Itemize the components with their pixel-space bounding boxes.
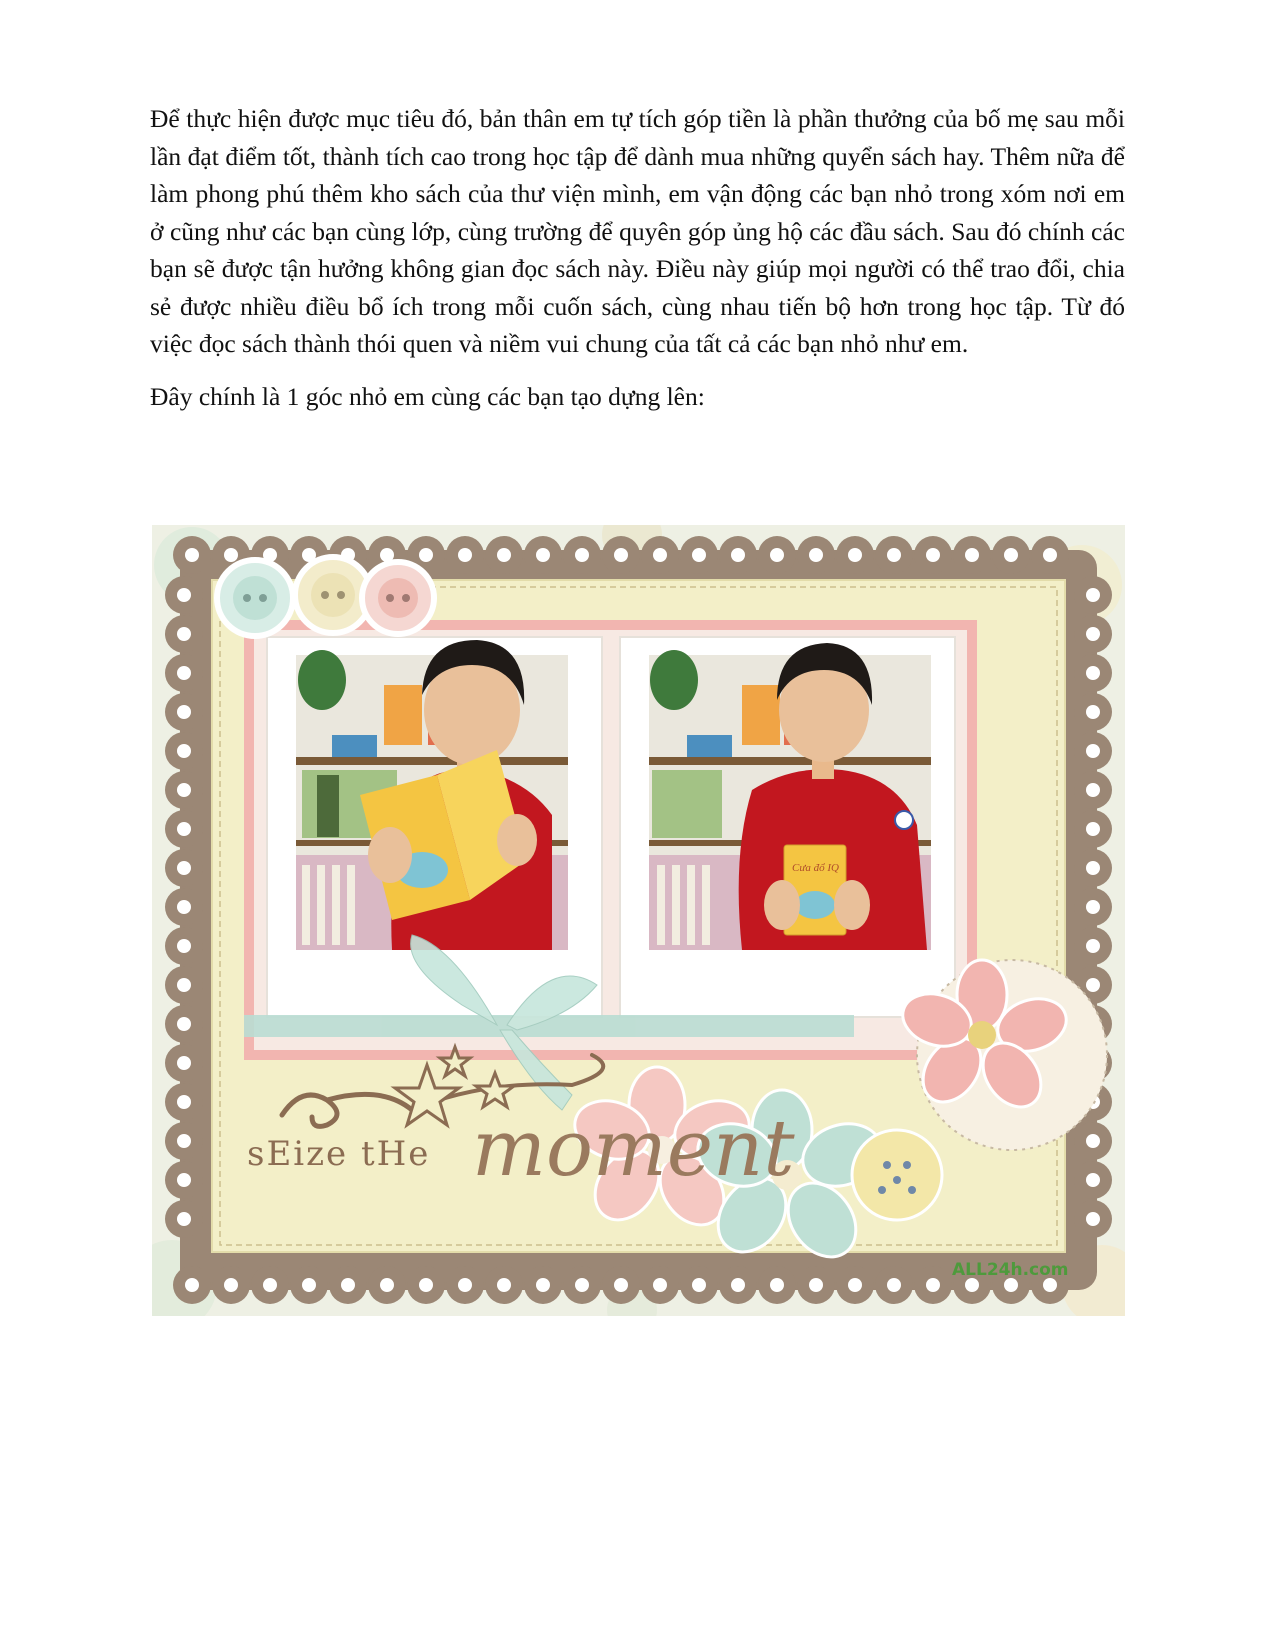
caption-small: sEize tHe (247, 1134, 431, 1174)
watermark: ALL24h.com (952, 1260, 1069, 1280)
paragraph: Đây chính là 1 góc nhỏ em cùng các bạn tạo dựng lên: (150, 381, 705, 411)
scrapbook-image (152, 525, 1125, 1316)
decorative-buttons (217, 557, 434, 636)
document-body (150, 100, 1125, 415)
paragraph: Để thực hiện được mục tiêu đó, bản thân em tự tích góp tiền là phần thưởng của bố mẹ sau mỗi lần đạt điểm tốt, thành tích cao trong học tập để dành mua những quyển sách hay. Thêm nữa để làm phong phú thêm kho sách của thư viện mình, em vận động các bạn nhỏ trong xóm nơi em ở cũng như các bạn cùng lớp, cùng trường để quyên góp ủng hộ các đầu sách. Sau đó chính các bạn sẽ được tận hưởng không gian đọc sách này. Điều này giúp mọi người có thể trao đổi, chia sẻ được nhiều điều bổ ích trong mỗi cuốn sách, cùng nhau tiến bộ hơn trong học tập. Từ đó việc đọc sách thành thói quen và niềm vui chung của tất cả các bạn nhỏ như em. (150, 104, 1125, 358)
caption-large: moment (472, 1104, 795, 1194)
photo-reading (296, 640, 568, 950)
book-title: Cưa đổ IQ (792, 862, 839, 874)
photo-holding-book (649, 643, 931, 950)
